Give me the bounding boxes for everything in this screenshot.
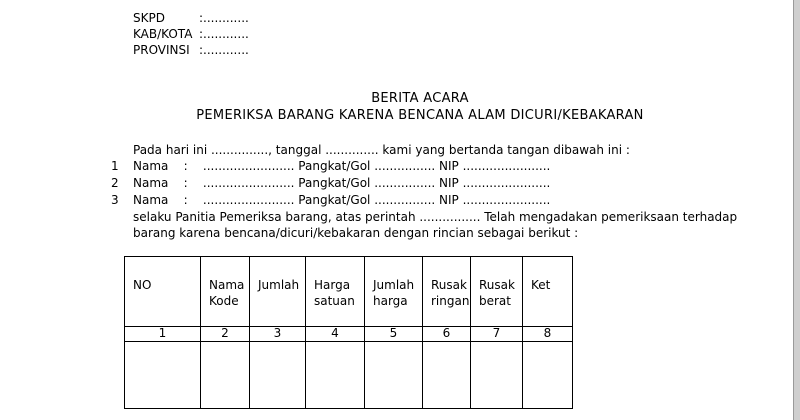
intro-line: Pada hari ini ..............., tanggal .............. kami yang bertanda tangan dibawah ini : bbox=[133, 143, 630, 157]
table-cell bbox=[306, 342, 365, 409]
prov-label: PROVINSI bbox=[133, 43, 190, 57]
table-row bbox=[125, 342, 573, 409]
header-cell: Nama Kode bbox=[201, 257, 250, 327]
column-number: 6 bbox=[423, 327, 471, 342]
doc-subtitle: PEMERIKSA BARANG KARENA BENCANA ALAM DICURI/KEBAKARAN bbox=[196, 108, 644, 123]
member-line: Nama : ........................ Pangkat/Gol ................ NIP ....................... bbox=[133, 176, 551, 190]
header-kab-kota bbox=[133, 26, 249, 42]
header-cell: NO bbox=[125, 257, 201, 327]
inventory-table bbox=[124, 256, 573, 409]
header-cell: Jumlah harga bbox=[365, 257, 423, 327]
skpd-value: :............ bbox=[199, 11, 249, 25]
column-number: 4 bbox=[306, 327, 365, 342]
member-number: 2 bbox=[111, 176, 119, 190]
column-number: 2 bbox=[201, 327, 250, 342]
header-provinsi bbox=[133, 42, 249, 58]
column-number: 5 bbox=[365, 327, 423, 342]
table-cell bbox=[523, 342, 573, 409]
column-number: 3 bbox=[250, 327, 306, 342]
paragraph-line: barang karena bencana/dicuri/kebakaran dengan rincian sebagai berikut : bbox=[133, 226, 579, 240]
column-number: 7 bbox=[471, 327, 523, 342]
column-number-row bbox=[125, 327, 573, 342]
table-header-row bbox=[125, 257, 573, 327]
prov-value: :............ bbox=[199, 43, 249, 57]
column-number: 8 bbox=[523, 327, 573, 342]
header-cell: Harga satuan bbox=[306, 257, 365, 327]
doc-title: BERITA ACARA bbox=[371, 91, 469, 106]
table-cell bbox=[201, 342, 250, 409]
kab-label: KAB/KOTA bbox=[133, 27, 193, 41]
table-cell bbox=[423, 342, 471, 409]
table-cell bbox=[471, 342, 523, 409]
table-cell bbox=[365, 342, 423, 409]
kab-value: :............ bbox=[199, 27, 249, 41]
member-line: Nama : ........................ Pangkat/Gol ................ NIP ....................... bbox=[133, 159, 551, 173]
header-cell: Jumlah bbox=[250, 257, 306, 327]
paragraph-line: selaku Panitia Pemeriksa barang, atas perintah ................ Telah mengadakan pemeriksaan terhadap bbox=[133, 210, 738, 224]
column-number: 1 bbox=[125, 327, 201, 342]
table-cell bbox=[125, 342, 201, 409]
page-edge bbox=[793, 0, 800, 420]
header-cell: Ket bbox=[523, 257, 573, 327]
member-number: 3 bbox=[111, 193, 119, 207]
skpd-label: SKPD bbox=[133, 11, 165, 25]
header-skpd bbox=[133, 10, 249, 26]
member-number: 1 bbox=[111, 159, 119, 173]
header-cell: Rusak ringan bbox=[423, 257, 471, 327]
header-cell: Rusak berat bbox=[471, 257, 523, 327]
member-line: Nama : ........................ Pangkat/Gol ................ NIP ....................... bbox=[133, 193, 551, 207]
table-cell bbox=[250, 342, 306, 409]
